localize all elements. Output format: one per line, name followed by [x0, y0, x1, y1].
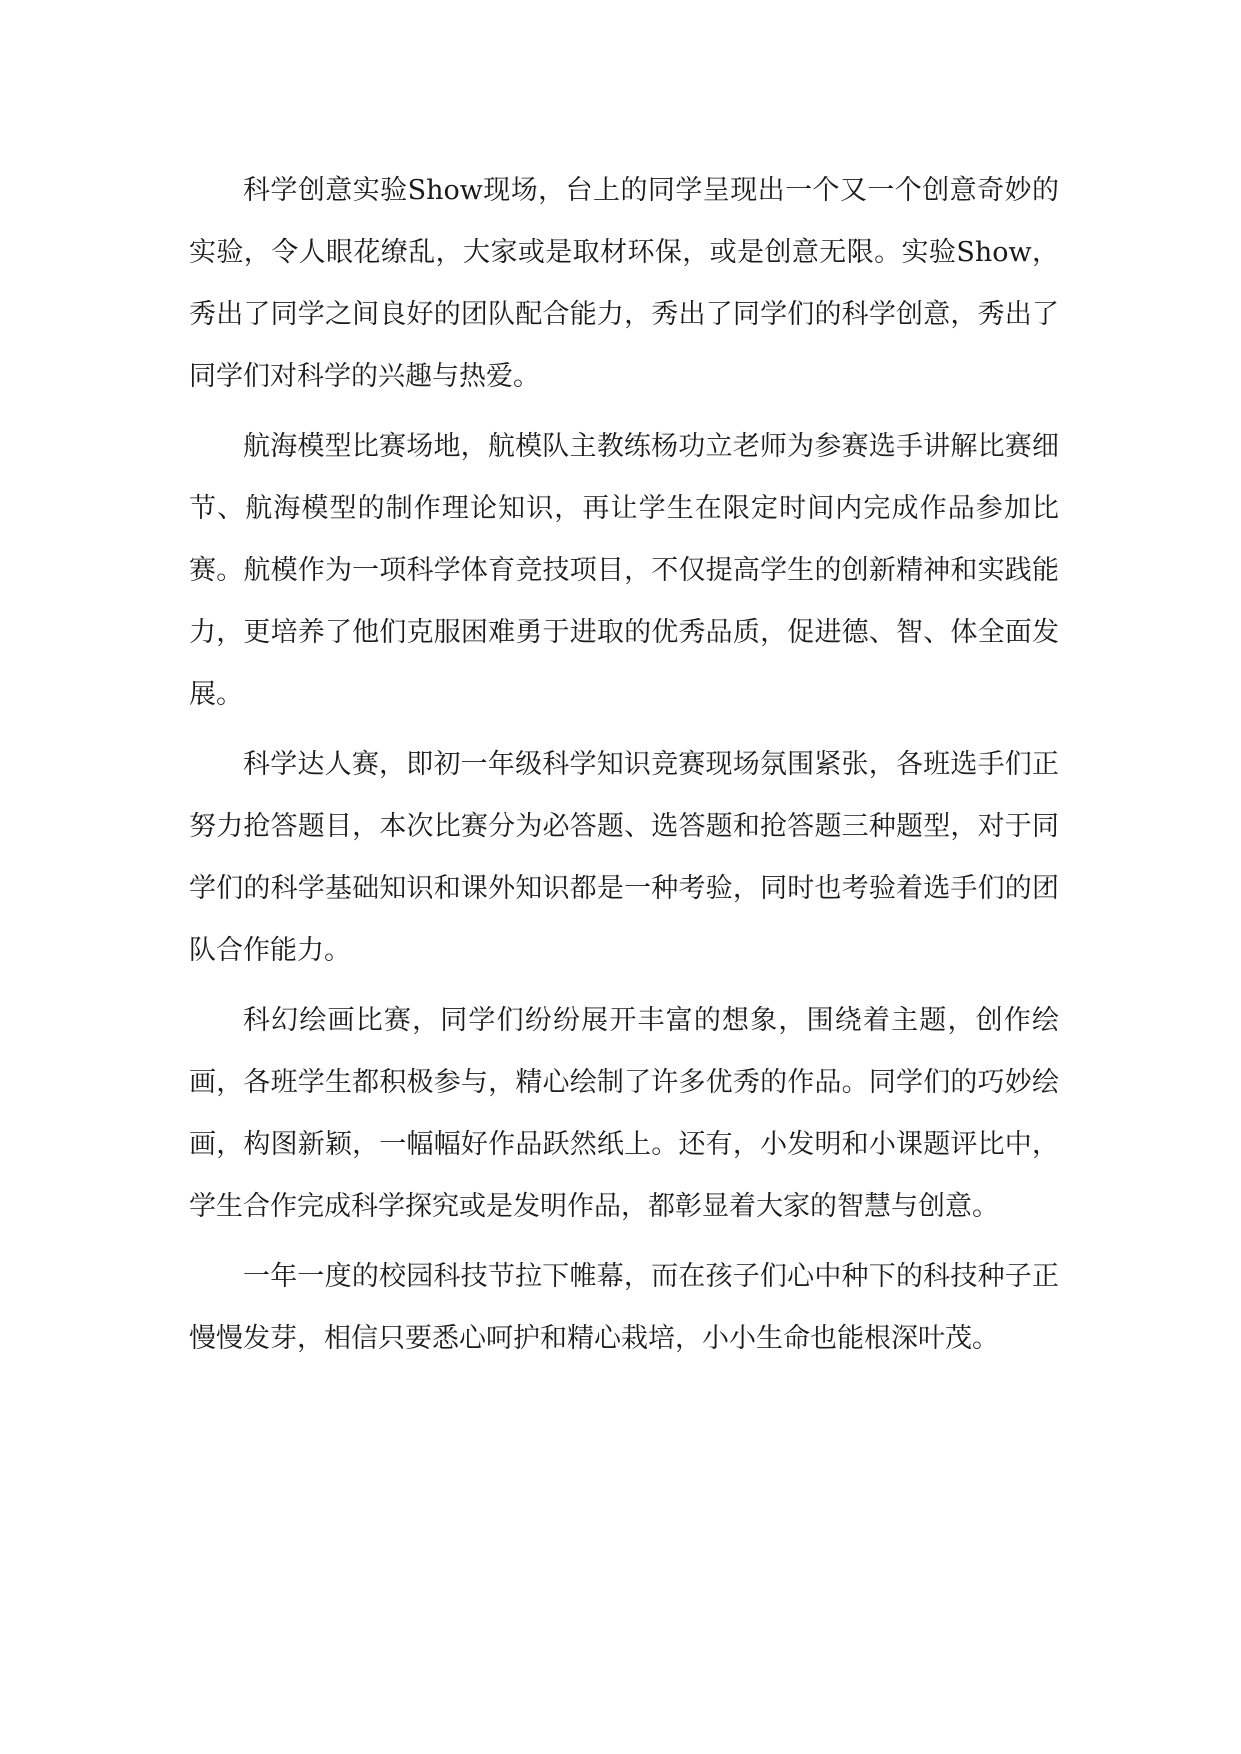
paragraph-science-show: 科学创意实验Show现场，台上的同学呈现出一个又一个创意奇妙的实验，令人眼花缭乱，大家或是取材环保，或是创意无限。实验Show，秀出了同学之间良好的团队配合能力，秀出了同学们的科学创意，秀出了同学们对科学的兴趣与热爱。: [189, 175, 1059, 392]
paragraph-closing: 一年一度的校园科技节拉下帷幕，而在孩子们心中种下的科技种子正慢慢发芽，相信只要悉心呵护和精心栽培，小小生命也能根深叶茂。: [189, 1261, 1059, 1354]
paragraph-ship-model: 航海模型比赛场地，航模队主教练杨功立老师为参赛选手讲解比赛细节、航海模型的制作理论知识，再让学生在限定时间内完成作品参加比赛。航模作为一项科学体育竞技项目，不仅提高学生的创新精神和实践能力，更培养了他们克服困难勇于进取的优秀品质，促进德、智、体全面发展。: [189, 431, 1059, 710]
paragraph-science-contest: 科学达人赛，即初一年级科学知识竞赛现场氛围紧张，各班选手们正努力抢答题目，本次比赛分为必答题、选答题和抢答题三种题型，对于同学们的科学基础知识和课外知识都是一种考验，同时也考验着选手们的团队合作能力。: [189, 749, 1059, 966]
paragraph-scifi-painting: 科幻绘画比赛，同学们纷纷展开丰富的想象，围绕着主题，创作绘画，各班学生都积极参与，精心绘制了许多优秀的作品。同学们的巧妙绘画，构图新颖，一幅幅好作品跃然纸上。还有，小发明和小课题评比中，学生合作完成科学探究或是发明作品，都彰显着大家的智慧与创意。: [189, 1005, 1059, 1222]
article-body: [189, 160, 1059, 1378]
